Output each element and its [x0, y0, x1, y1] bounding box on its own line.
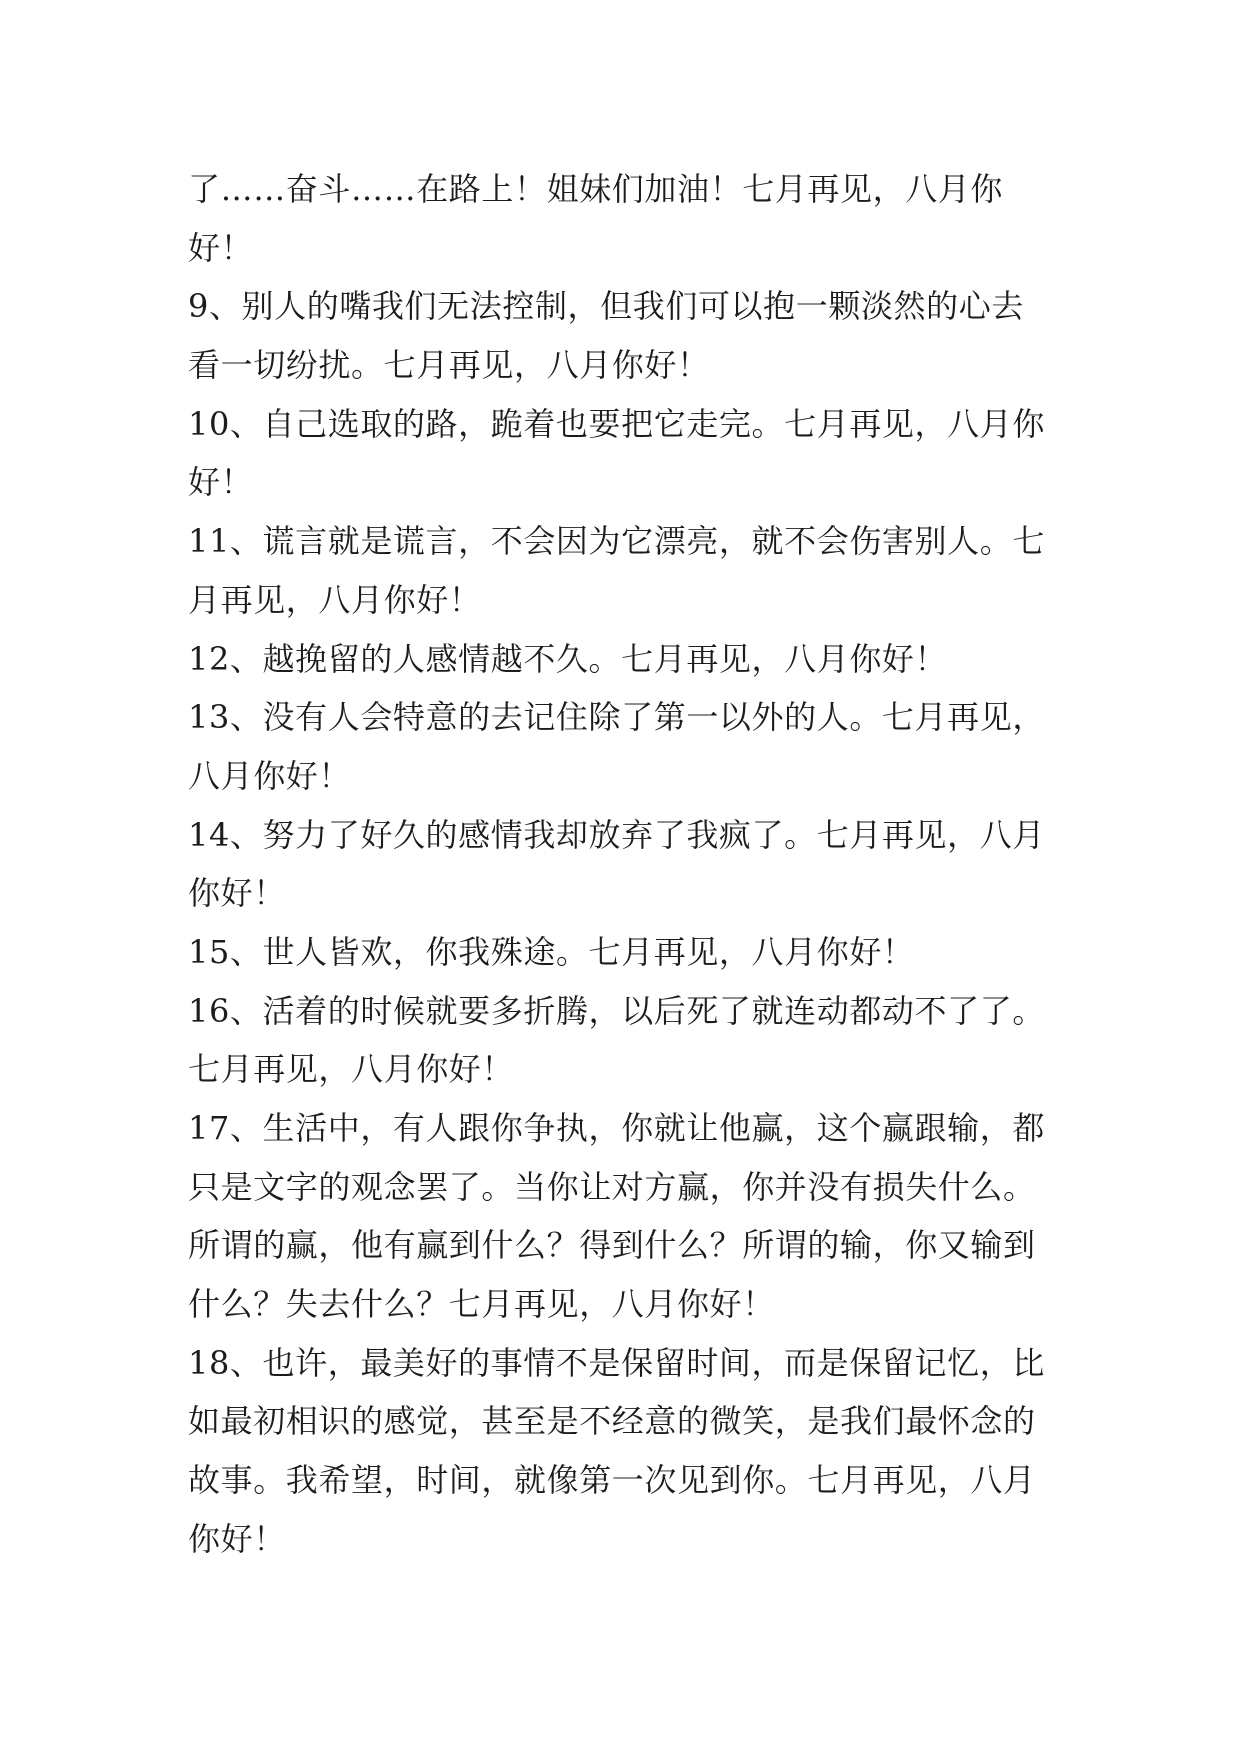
- text-line: 故事。我希望，时间，就像第一次见到你。七月再见，八月: [188, 1461, 1036, 1500]
- text-line: 10、自己选取的路，跪着也要把它走完。七月再见，八月你: [188, 404, 1045, 443]
- text-line: 如最初相识的感觉，甚至是不经意的微笑，是我们最怀念的: [188, 1402, 1036, 1441]
- text-line: 什么？失去什么？七月再见，八月你好！: [188, 1285, 775, 1324]
- text-line: 16、活着的时候就要多折腾，以后死了就连动都动不了了。: [188, 991, 1045, 1030]
- text-line: 八月你好！: [188, 756, 352, 795]
- text-line: 15、世人皆欢，你我殊途。七月再见，八月你好！: [188, 932, 915, 971]
- document-body: [188, 160, 1068, 1569]
- text-line: 9、别人的嘴我们无法控制，但我们可以抱一颗淡然的心去: [188, 287, 1024, 326]
- text-line: 所谓的赢，他有赢到什么？得到什么？所谓的输，你又输到: [188, 1226, 1036, 1265]
- text-line: 你好！: [188, 1519, 286, 1558]
- text-line: 17、生活中，有人跟你争执，你就让他赢，这个赢跟输，都: [188, 1109, 1045, 1147]
- text-line: 好！: [188, 228, 254, 267]
- text-line: 了……奋斗……在路上！姐妹们加油！七月再见，八月你: [188, 170, 1004, 208]
- text-line: 好！: [188, 463, 254, 502]
- text-line: 18、也许，最美好的事情不是保留时间，而是保留记忆，比: [188, 1343, 1045, 1382]
- text-line: 只是文字的观念罢了。当你让对方赢，你并没有损失什么。: [188, 1167, 1036, 1206]
- text-line: 看一切纷扰。七月再见，八月你好！: [188, 346, 710, 385]
- text-line: 12、越挽留的人感情越不久。七月再见，八月你好！: [188, 639, 948, 678]
- text-line: 七月再见，八月你好！: [188, 1050, 515, 1089]
- text-line: 你好！: [188, 874, 286, 913]
- text-line: 14、努力了好久的感情我却放弃了我疯了。七月再见，八月: [188, 815, 1045, 854]
- text-line: 11、谎言就是谎言，不会因为它漂亮，就不会伤害别人。七: [188, 522, 1045, 561]
- text-line: 月再见，八月你好！: [188, 580, 482, 619]
- text-line: 13、没有人会特意的去记住除了第一以外的人。七月再见，: [188, 698, 1045, 737]
